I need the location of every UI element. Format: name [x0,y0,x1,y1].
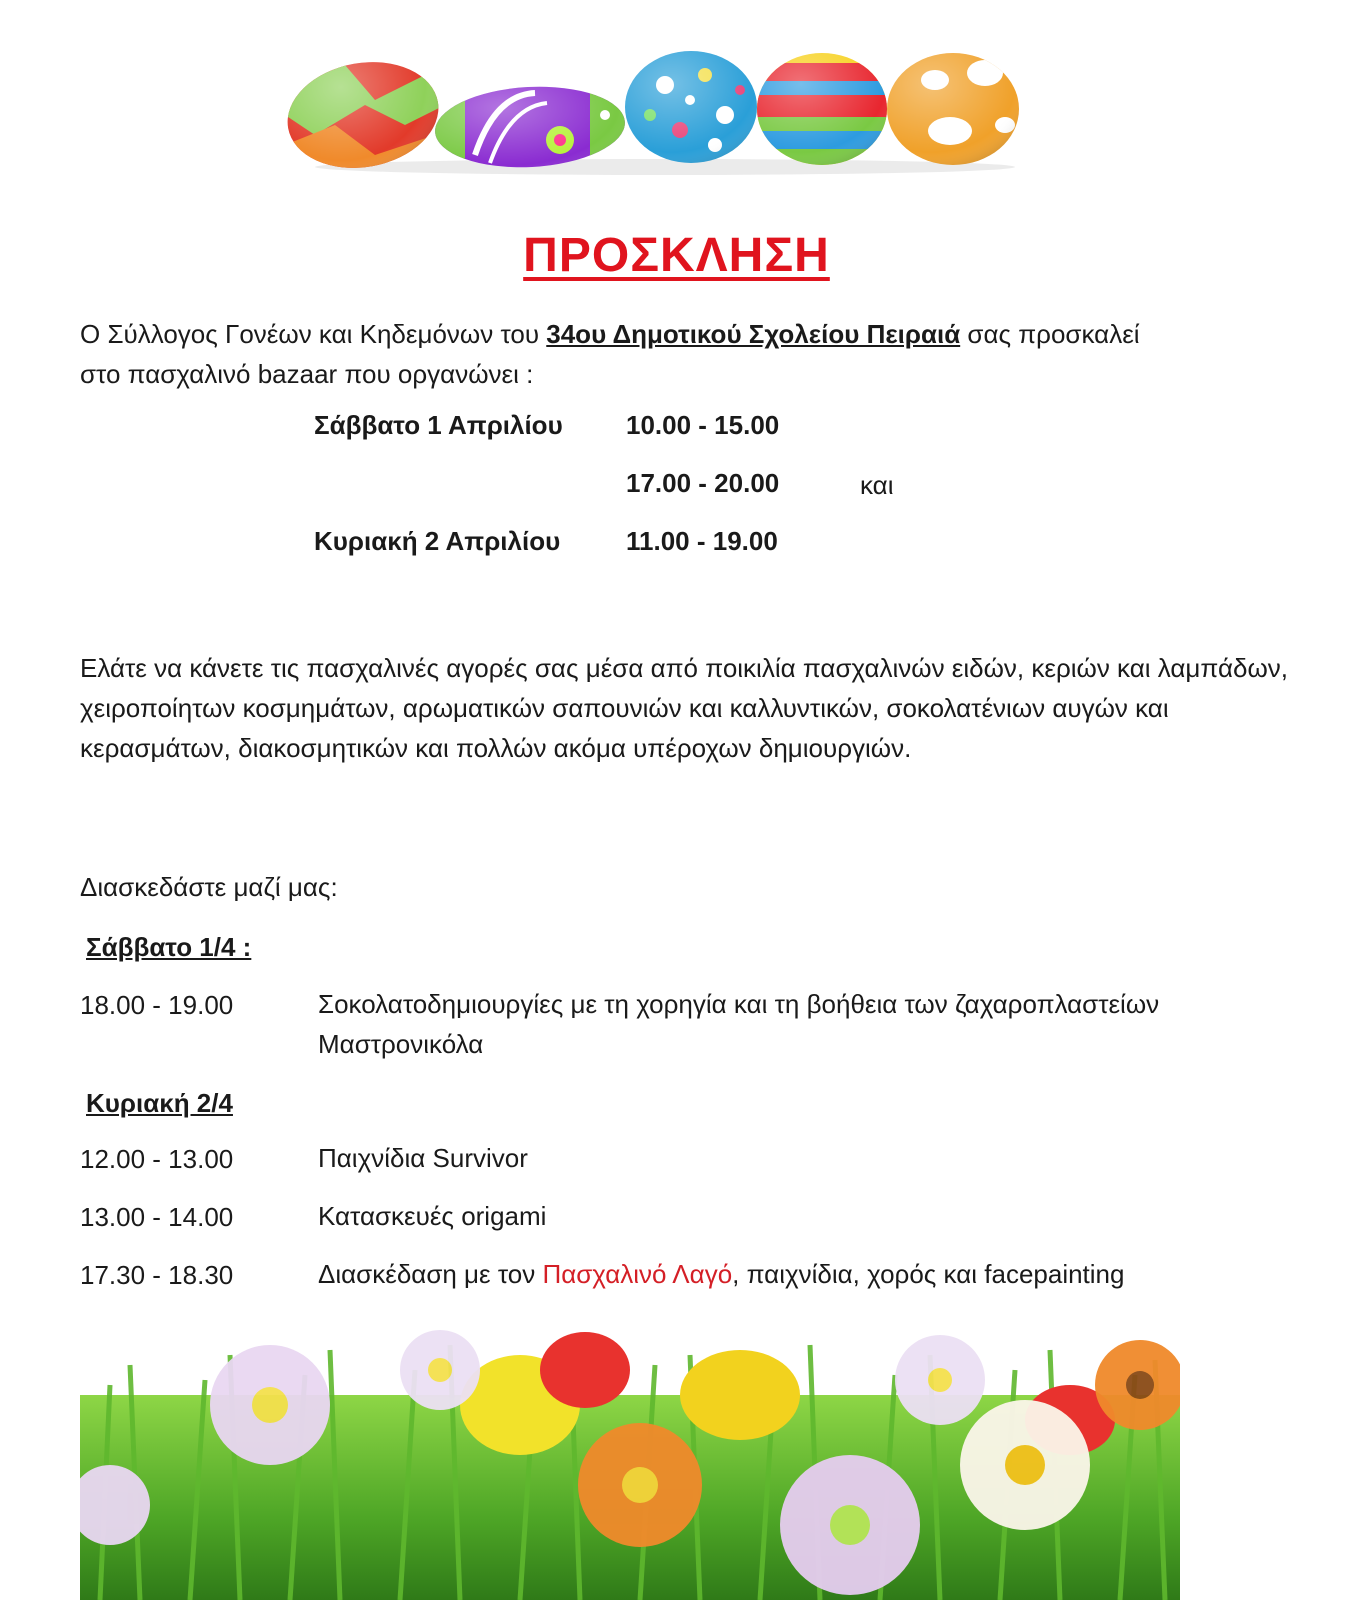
activity-time: 12.00 - 13.00 [80,1144,234,1174]
activity-text-suffix: , παιχνίδια, χορός και facepainting [732,1259,1125,1289]
activity-time: 17.30 - 18.30 [80,1260,234,1290]
schedule-and: και [860,470,894,500]
activity-text-prefix: Διασκέδαση με τον [318,1259,543,1289]
activity-text: Σοκολατοδημιουργίες με τη χορηγία και τη βοήθεια των ζαχαροπλαστείων Μαστρονικόλα [318,989,1160,1059]
egg-orange-dots-icon [875,45,1035,175]
page-title: ΠΡΟΣΚΛΗΣΗ [523,229,830,282]
activity-text: Παιχνίδια Survivor [318,1143,528,1173]
schedule-day2-time: 11.00 - 19.00 [626,526,778,556]
easter-eggs-banner [285,45,1045,185]
saturday-heading: Σάββατο 1/4 : [86,932,252,962]
activity-time: 13.00 - 14.00 [80,1202,234,1232]
intro-line2: στο πασχαλινό bazaar που οργανώνει : [80,359,534,389]
schedule-day1-time1: 10.00 - 15.00 [626,410,780,440]
activity-text: Κατασκευές origami [318,1201,547,1231]
description-paragraph [80,648,1310,768]
school-name: 34ου Δημοτικού Σχολείου Πειραιά [546,319,961,349]
easter-bunny-highlight: Πασχαλινό Λαγό [542,1259,733,1289]
schedule-day1-time2: 17.00 - 20.00 [626,468,780,498]
egg-striped-icon [745,45,905,179]
intro-prefix: Ο Σύλλογος Γονέων και Κηδεμόνων του [80,319,547,349]
schedule-day1: Σάββατο 1 Απριλίου [314,410,563,440]
schedule-day2: Κυριακή 2 Απριλίου [314,526,561,556]
enjoy-heading: Διασκεδάστε μαζί μας: [80,872,338,902]
activity-time: 18.00 - 19.00 [80,990,234,1020]
description-text: Ελάτε να κάνετε τις πασχαλινές αγορές σας μέσα από ποικιλία πασχαλινών ειδών, κεριών και λαμπάδων, χειροποίητων κοσμημάτων, αρωματικών σαπουνιών και καλλυντικών, σοκολατένιων αυγών και κερασμάτων, διακοσμητικών και πολλών ακόμα υπέροχων δημιουργιών. [80,653,1288,763]
egg-blue-flowers-icon [615,45,775,175]
grass-flowers-footer-icon [80,1325,1180,1600]
intro-suffix: σας προσκαλεί [960,319,1140,349]
activity-text [318,1254,1278,1294]
sunday-heading: Κυριακή 2/4 [86,1088,233,1118]
intro-paragraph [80,314,1300,394]
